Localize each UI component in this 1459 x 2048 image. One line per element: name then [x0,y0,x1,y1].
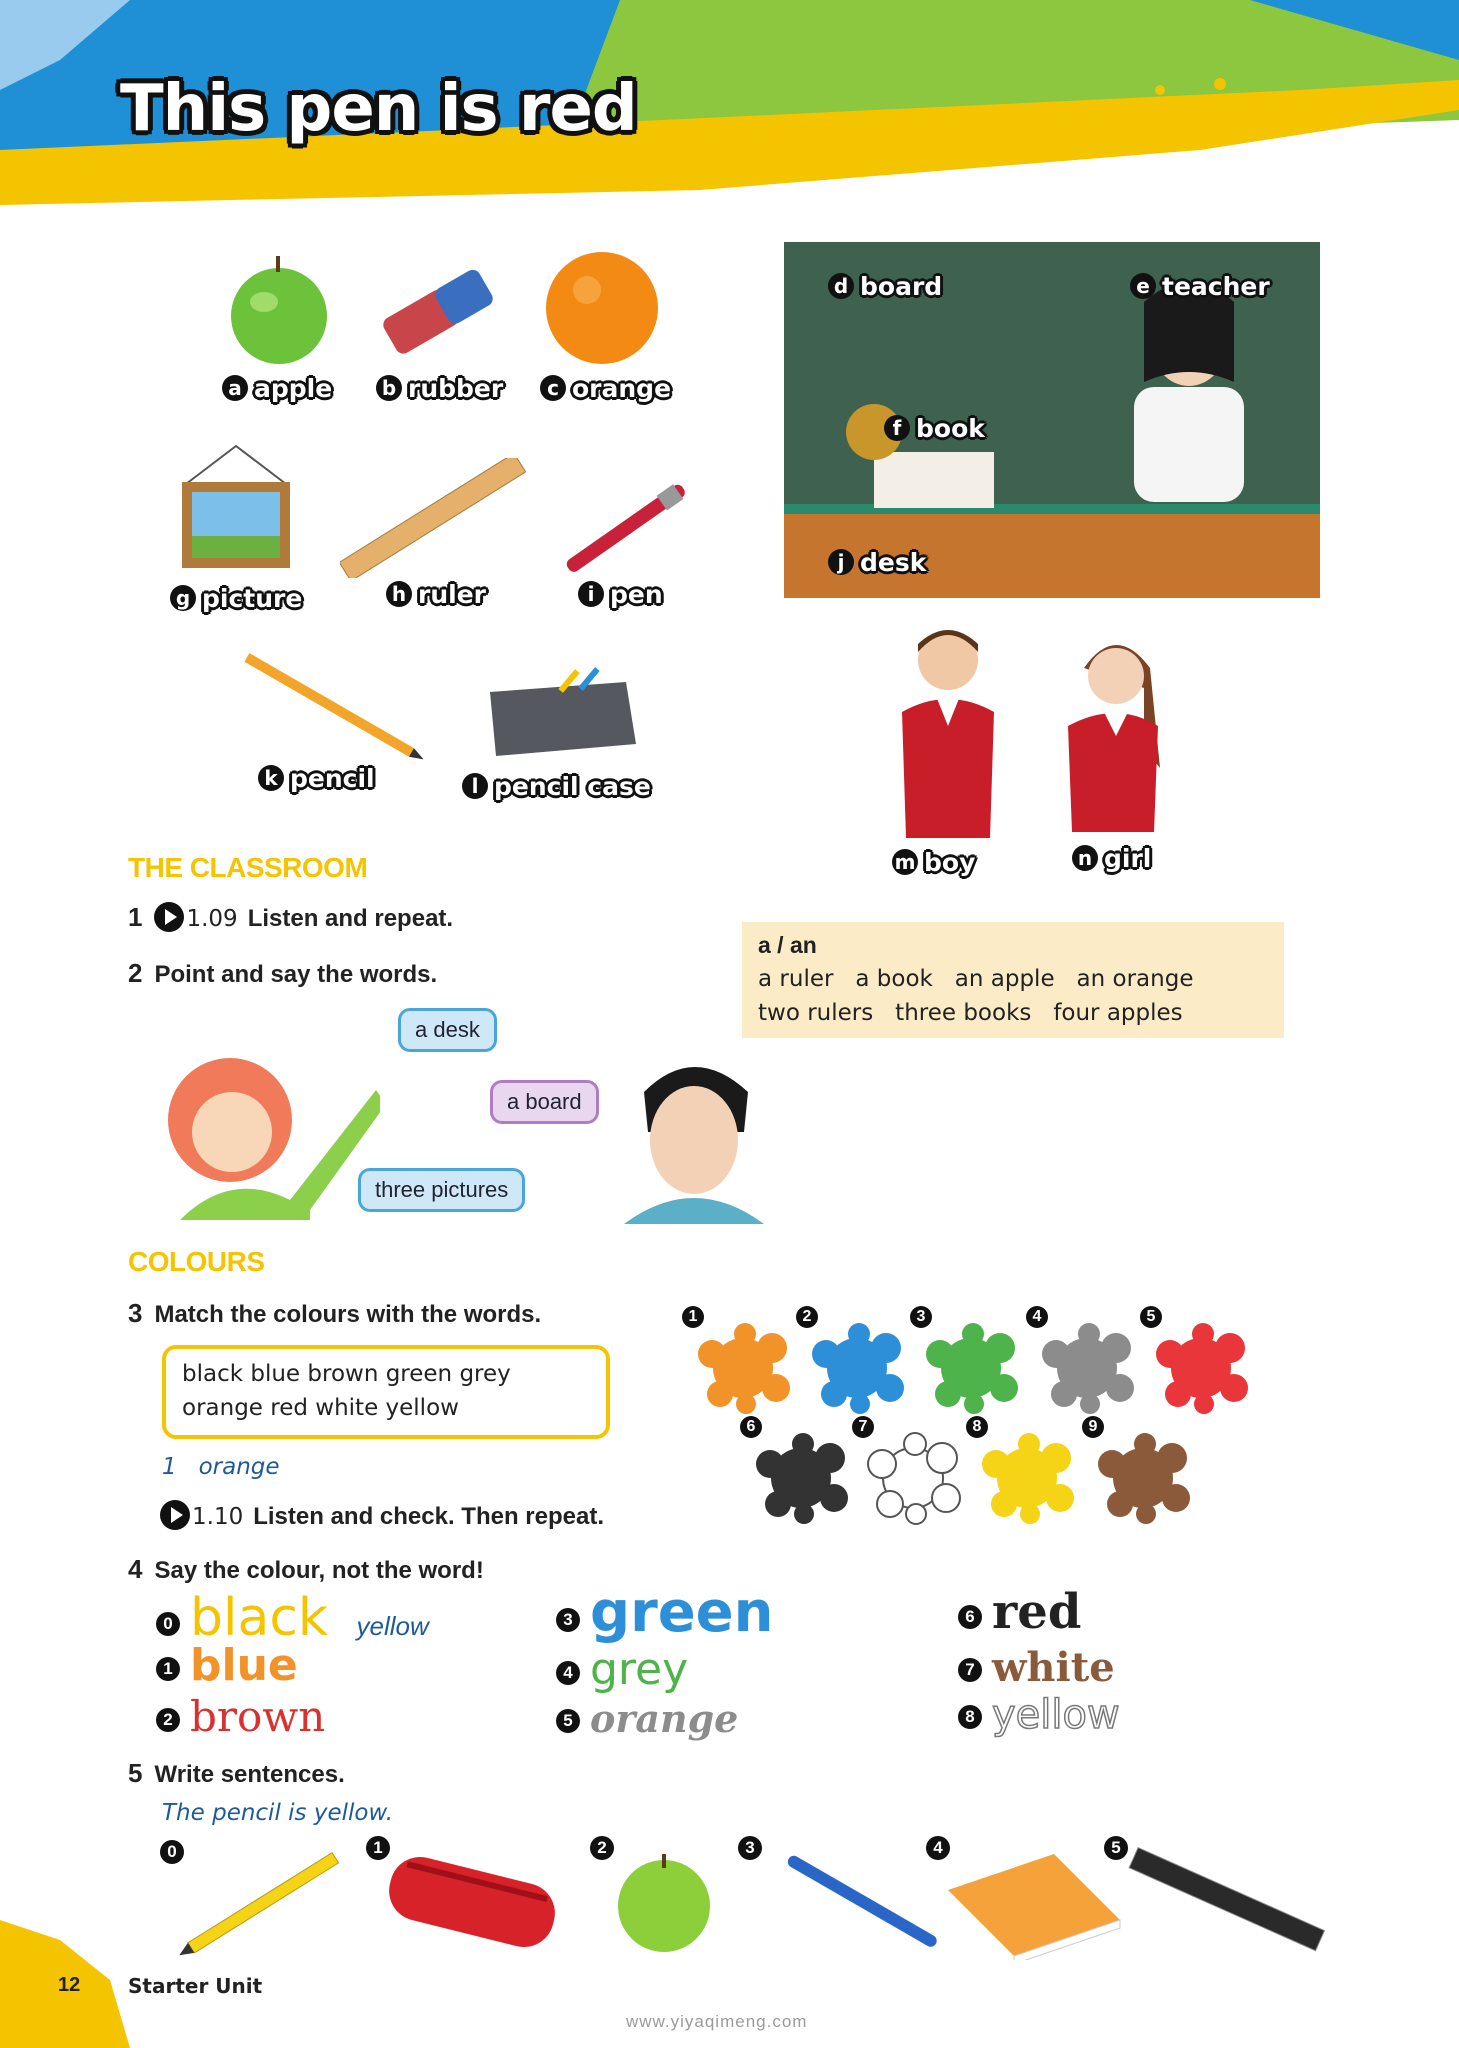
page-number: 12 [58,1974,81,1996]
ex5-num-3: 3 [738,1836,772,1864]
ex5-num-2: 2 [590,1836,624,1864]
girl-cartoon [140,1040,380,1220]
red-pencil-case-picture [380,1848,564,1956]
label-board: d board [828,272,942,301]
audio-play-icon[interactable] [160,1500,190,1530]
speech-bubble-a-desk: a desk [398,1008,497,1052]
label-pen: i pen [578,580,663,609]
ex5-num-1: 1 [366,1836,400,1864]
paint-splat-3 [916,1308,1024,1421]
page-title: This pen is red [120,72,637,146]
paint-splat-6 [746,1418,854,1531]
black-ruler-picture [1124,1846,1328,1956]
grammar-line-1: a ruler a book an apple an orange [758,966,1194,992]
colour-word-6: 6 red [958,1584,1081,1640]
label-orange: c orange [540,374,671,403]
blue-pen-picture [776,1850,950,1958]
apple-picture [226,254,332,366]
colour-word-box [162,1345,610,1439]
exercise-3: 3 Match the colours with the words. [128,1298,542,1328]
splat-number: 4 [1026,1306,1048,1328]
label-apple: a apple [222,374,332,403]
paint-splat-7 [858,1418,966,1531]
colour-word-8: 8 yellow [958,1692,1120,1738]
pencil-case-picture [486,662,642,758]
paint-splat-5 [1146,1308,1254,1421]
pen-picture [560,482,696,574]
grammar-title: a / an [758,932,817,958]
rubber-picture [372,260,502,360]
pencil-picture [232,650,432,770]
colour-words-line-2: orange red white yellow [182,1395,459,1421]
exercise-5-example: The pencil is yellow. [162,1800,394,1826]
colour-word-7: 7 white [958,1644,1115,1691]
watermark: www.yiyaqimeng.com [626,2012,808,2031]
label-girl: n girl [1072,844,1151,873]
colour-words-line-1: black blue brown green grey [182,1361,511,1387]
splat-number: 1 [682,1306,704,1328]
answer-example: yellow [356,1611,429,1641]
exercise-5: 5 Write sentences. [128,1758,345,1788]
paint-splat-1 [688,1308,796,1421]
label-desk: j desk [828,548,926,577]
splat-number: 2 [796,1306,818,1328]
colour-word-3: 3 green [556,1580,774,1645]
ex5-num-0: 0 [160,1840,194,1868]
paint-splat-4 [1032,1308,1140,1421]
label-boy: m boy [892,848,975,877]
orange-picture [543,248,661,364]
speech-bubble-a-board: a board [490,1080,599,1124]
colour-word-4: 4 grey [556,1644,688,1695]
exercise-3-listen: 1.10 Listen and check. Then repeat. [160,1500,604,1531]
audio-play-icon[interactable] [154,902,184,932]
ex5-num-5: 5 [1104,1836,1138,1864]
label-pencil-case: l pencil case [462,772,651,801]
green-apple-picture [612,1850,716,1954]
splat-number: 7 [852,1416,874,1438]
label-ruler: h ruler [386,580,486,609]
splat-number: 8 [966,1416,988,1438]
girl-picture [1054,628,1180,832]
exercise-3-example: 1 orange [162,1454,280,1480]
splat-number: 5 [1140,1306,1162,1328]
colour-word-1: 1 blue [156,1640,298,1691]
section-heading-classroom: THE CLASSROOM [128,852,368,883]
paint-splat-8 [972,1418,1080,1531]
grammar-line-2: two rulers three books four apples [758,1000,1183,1026]
speech-bubble-three-pictures: three pictures [358,1168,525,1212]
grammar-box-a-an [742,922,1284,1038]
section-heading-colours: COLOURS [128,1246,265,1277]
splat-number: 6 [740,1416,762,1438]
paint-splat-9 [1088,1418,1196,1531]
label-teacher: e teacher [1130,272,1270,301]
ruler-picture [340,458,526,578]
boy-picture [890,616,1000,838]
unit-name: Starter Unit [128,1974,263,1998]
boy-cartoon [624,1052,764,1224]
picture-frame [178,444,294,572]
colour-word-2: 2 brown [156,1692,325,1741]
paint-splat-2 [802,1308,910,1421]
yellow-pencil-picture [178,1846,358,1956]
exercise-2: 2 Point and say the words. [128,958,438,988]
splat-number: 9 [1082,1416,1104,1438]
label-rubber: b rubber [376,374,503,403]
label-pencil: k pencil [258,764,375,793]
label-picture: g picture [170,584,302,613]
ex5-num-4: 4 [926,1836,960,1864]
label-book: f book [884,414,985,443]
exercise-1: 1 1.09 Listen and repeat. [128,902,454,932]
colour-word-0: 0 black yellow [156,1588,429,1648]
orange-book-picture [944,1850,1124,1960]
colour-word-5: 5 orange [556,1696,738,1741]
splat-number: 3 [910,1306,932,1328]
exercise-4: 4 Say the colour, not the word! [128,1554,484,1584]
